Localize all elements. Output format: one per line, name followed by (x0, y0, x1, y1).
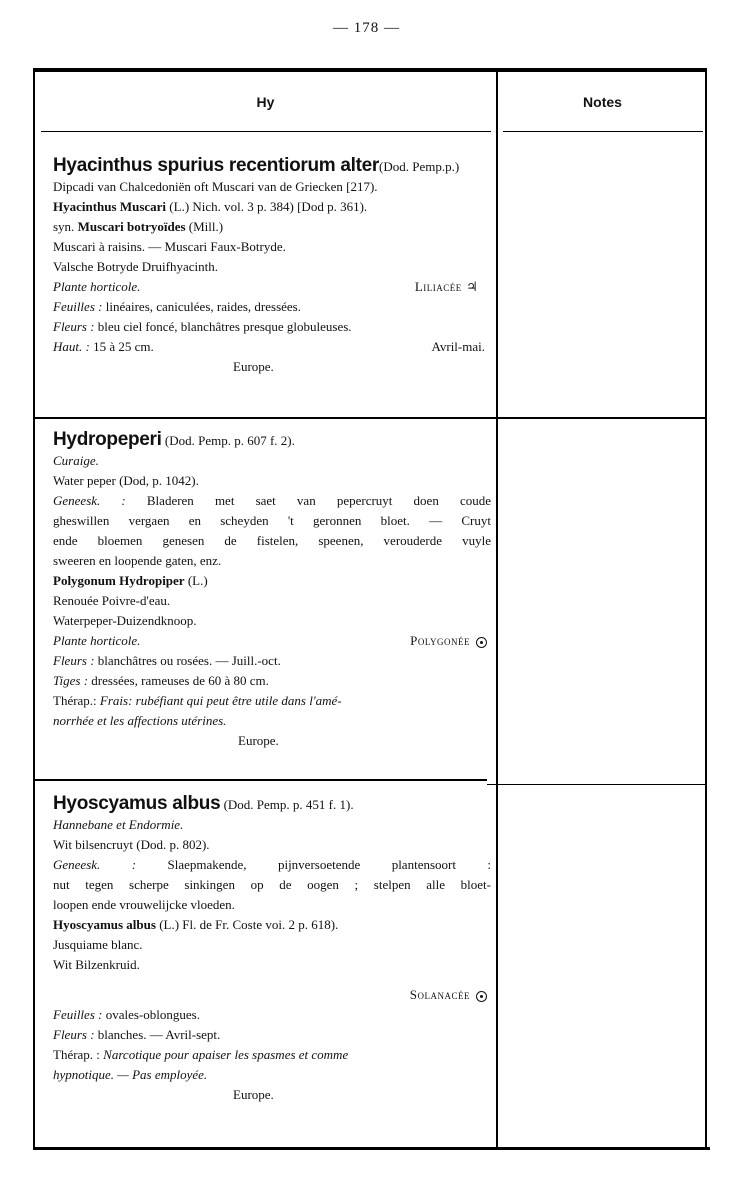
region: Europe. (238, 733, 279, 748)
entry-separator-2-right (487, 784, 707, 785)
text-line: Water peper (Dod, p. 1042). (53, 473, 199, 488)
entry-hyacinthus (53, 156, 491, 377)
table-frame (33, 68, 707, 1150)
geneesk-text: Bladeren met saet van pepercruyt doen coude (125, 493, 491, 508)
therapy-line (53, 1045, 491, 1065)
text-line: Curaige. (53, 453, 99, 468)
entry-title-line (53, 430, 491, 451)
entry-title: Hydropeperi (53, 429, 162, 450)
height-label: Haut. : (53, 339, 90, 354)
region: Europe. (233, 359, 274, 374)
latin-name: Polygonum Hydropiper (53, 573, 185, 588)
header-rule-right (503, 131, 703, 132)
flowers-line (53, 317, 491, 337)
plant-type: Plante horticole. (53, 279, 141, 294)
synonym-prefix: syn. (53, 219, 78, 234)
plant-type: Plante horticole. (53, 633, 141, 648)
leaves-text: ovales-oblongues. (102, 1007, 200, 1022)
text-line: Muscari à raisins. — Muscari Faux-Botryde. (53, 239, 286, 254)
flowers-text: blanchâtres ou rosées. — Juill.-oct. (94, 653, 281, 668)
latin-name: Hyoscyamus albus (53, 917, 156, 932)
family-line (53, 975, 491, 1005)
height-text: 15 à 25 cm. (89, 339, 154, 354)
plant-family-line (53, 631, 491, 651)
text-line (53, 217, 491, 237)
flowers-label: Fleurs : (53, 653, 95, 668)
perennial-symbol-icon: ♃ (466, 279, 478, 294)
flowers-line (53, 1025, 491, 1045)
entry-separator-2 (35, 779, 487, 781)
medicinal-line: gheswillen vergaen en scheyden 't geronnen bloet. — Cruyt (53, 513, 491, 528)
leaves-label: Feuilles : (53, 1007, 103, 1022)
flowers-label: Fleurs : (53, 319, 95, 334)
therapy-label: Thérap. : (53, 1047, 104, 1062)
therapy-text: Narcotique pour apaiser les spasmes et comme (103, 1047, 349, 1062)
therapy-label: Thérap.: (53, 693, 100, 708)
entry-title: Hyoscyamus albus (53, 793, 221, 814)
geneesk-text: Slaepmakende, pijnversoetende plantensoort : (136, 857, 492, 872)
text-line: Wit Bilzenkruid. (53, 957, 140, 972)
medicinal-line (53, 491, 491, 511)
plant-family-line (53, 277, 491, 297)
therapy-line: norrhée et les affections utérines. (53, 713, 227, 728)
text-line: Dipcadi van Chalcedoniën oft Muscari van de Griecken [217). (53, 179, 378, 194)
synonym-author: (Mill.) (185, 219, 224, 234)
entry-title-line (53, 794, 491, 815)
leaves-line (53, 297, 491, 317)
family-name: Liliacée (414, 279, 462, 294)
leaves-text: linéaires, caniculées, raides, dressées. (102, 299, 301, 314)
stems-label: Tiges : (53, 673, 89, 688)
column-header-hy: Hy (256, 94, 275, 110)
stems-text: dressées, rameuses de 60 à 80 cm. (88, 673, 269, 688)
entry-reference: (Dod. Pemp.p.) (379, 159, 460, 174)
latin-reference: (L.) Fl. de Fr. Coste voi. 2 p. 618). (155, 917, 339, 932)
bottom-rule (60, 1147, 710, 1150)
flowers-label: Fleurs : (53, 1027, 95, 1042)
flowers-text: blanches. — Avril-sept. (94, 1027, 221, 1042)
text-line: Waterpeper-Duizendknoop. (53, 613, 197, 628)
column-divider (496, 72, 498, 1147)
leaves-label: Feuilles : (53, 299, 103, 314)
therapy-line: hypnotique. — Pas employée. (53, 1067, 208, 1082)
text-line: Valsche Botryde Druifhyacinth. (53, 259, 218, 274)
height-line (53, 337, 491, 357)
entry-title: Hyacinthus spurius recentiorum alter (53, 155, 380, 176)
stems-line (53, 671, 491, 691)
therapy-text: Frais: rubéfiant qui peut être utile dans l'amé- (99, 693, 342, 708)
latin-reference: (L.) Nich. vol. 3 p. 384) [Dod p. 361). (166, 199, 368, 214)
geneesk-label: Geneesk. : (53, 857, 137, 872)
entry-title-line (53, 156, 491, 177)
therapy-line (53, 691, 491, 711)
latin-name: Hyacinthus Muscari (53, 199, 167, 214)
page-number: — 178 — (333, 20, 400, 36)
entry-reference: (Dod. Pemp. p. 607 f. 2). (164, 433, 295, 448)
entry-separator-1 (35, 417, 707, 419)
annual-symbol-icon (476, 637, 487, 648)
text-line: Jusquiame blanc. (53, 937, 143, 952)
text-line: Wit bilsencruyt (Dod. p. 802). (53, 837, 210, 852)
text-line (53, 197, 491, 217)
text-line: Renouée Poivre-d'eau. (53, 593, 171, 608)
medicinal-line (53, 855, 491, 875)
medicinal-line: ende bloemen genesen de fistelen, speenen, verouderde vuyle (53, 533, 491, 548)
flowers-line (53, 651, 491, 671)
medicinal-line: loopen ende vrouwelijcke vloeden. (53, 897, 235, 912)
geneesk-label: Geneesk. : (53, 493, 126, 508)
synonym-name: Muscari botryoïdes (77, 219, 186, 234)
entry-reference: (Dod. Pemp. p. 451 f. 1). (223, 797, 354, 812)
latin-author: (L.) (184, 573, 208, 588)
family-name: Polygonée (410, 633, 470, 648)
latin-line (53, 571, 491, 591)
flowers-text: bleu ciel foncé, blanchâtres presque globuleuses. (94, 319, 352, 334)
latin-line (53, 915, 491, 935)
header-rule-left (41, 131, 491, 132)
annual-symbol-icon (476, 991, 487, 1002)
leaves-line (53, 1005, 491, 1025)
column-header-notes: Notes (583, 94, 622, 110)
medicinal-line: sweeren en loopende gaten, enz. (53, 553, 222, 568)
region: Europe. (233, 1087, 274, 1102)
entry-hydropeperi (53, 430, 491, 751)
flowering-period: Avril-mai. (431, 339, 485, 354)
medicinal-line: nut tegen scherpe sinkingen op de oogen ; stelpen alle bloet- (53, 877, 491, 892)
family-name: Solanacée (409, 987, 470, 1002)
entry-hyoscyamus (53, 794, 491, 1105)
text-line: Hannebane et Endormie. (53, 817, 184, 832)
